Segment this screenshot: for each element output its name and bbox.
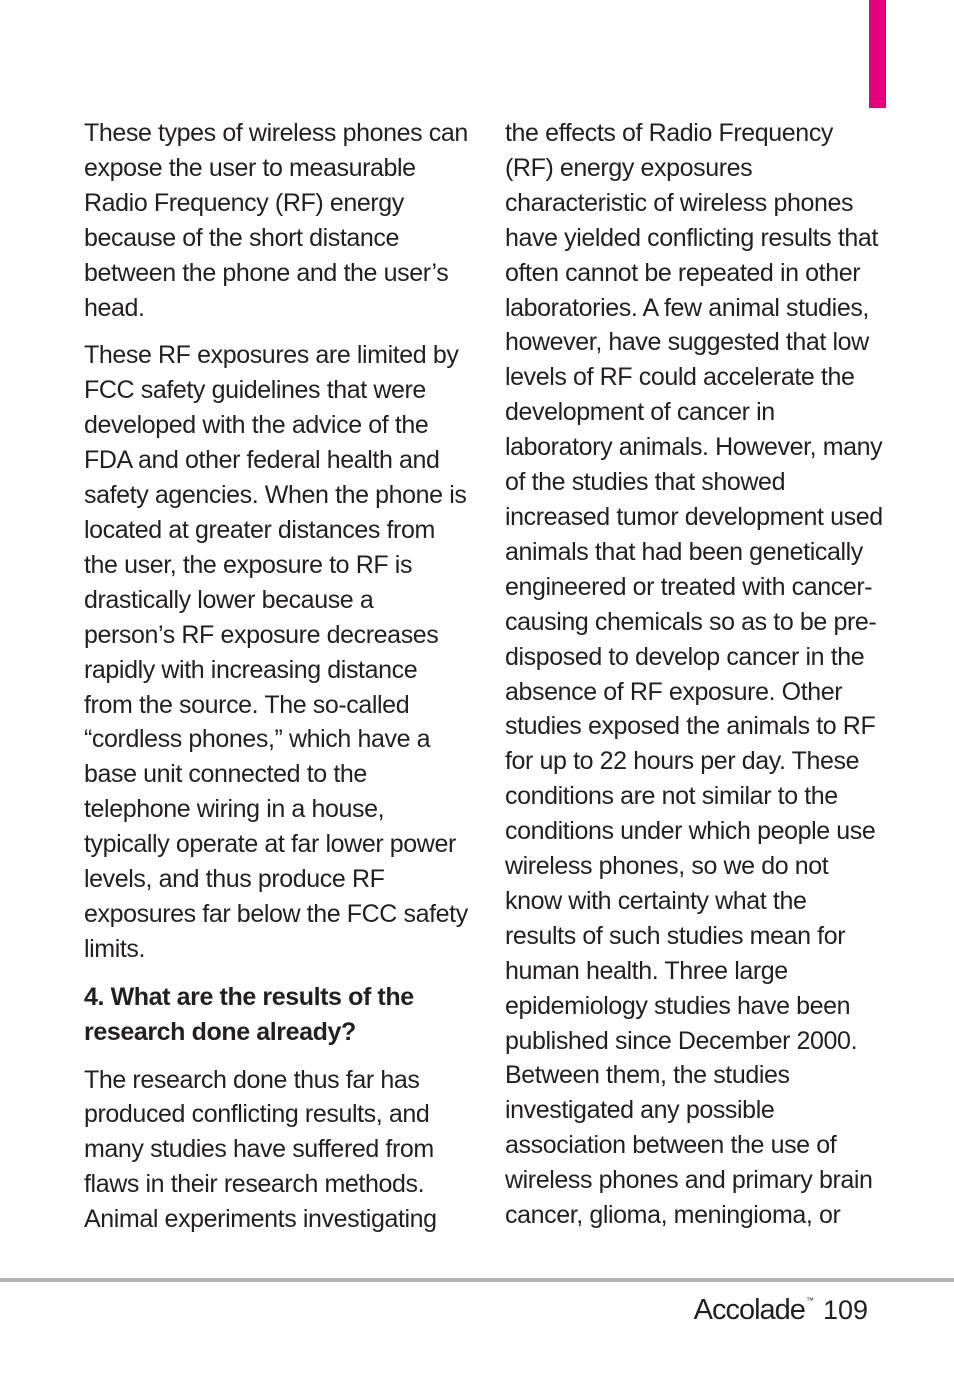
text-line: causing chemicals so as to be pre- (505, 607, 877, 636)
text-line: safety agencies. When the phone is (84, 481, 467, 510)
text-line: results of such studies mean for (505, 921, 846, 950)
text-line: telephone wiring in a house, (84, 795, 385, 824)
text-line: association between the use of (505, 1131, 837, 1160)
text-line: many studies have suffered from (84, 1135, 434, 1164)
text-line: located at greater distances from (84, 515, 435, 544)
text-line: These types of wireless phones can (84, 119, 468, 147)
text-line: published since December 2000. (505, 1026, 858, 1055)
text-line: studies exposed the animals to RF (505, 712, 876, 741)
paragraph-fcc-guidelines (84, 338, 468, 966)
text-line: disposed to develop cancer in the (505, 642, 865, 671)
text-line: The research done thus far has (84, 1065, 420, 1094)
text-line: research done already? (84, 1017, 356, 1046)
text-line: human health. Three large (505, 956, 788, 985)
paragraph-rf-exposure-distance (84, 116, 468, 325)
text-line: for up to 22 hours per day. These (505, 747, 860, 776)
text-line: expose the user to measurable (84, 153, 416, 182)
text-line: often cannot be repeated in other (505, 258, 861, 287)
brand-name: Accolade (693, 1293, 805, 1326)
text-line: wireless phones and primary brain (505, 1166, 873, 1195)
text-line: laboratories. A few animal studies, (505, 293, 869, 322)
text-line: from the source. The so-called (84, 690, 410, 719)
page-footer (694, 1290, 868, 1330)
text-line: between the phone and the user’s (84, 258, 449, 287)
text-line: base unit connected to the (84, 760, 367, 789)
text-line: investigated any possible (505, 1096, 775, 1125)
text-line: the effects of Radio Frequency (505, 119, 834, 147)
text-line: epidemiology studies have been (505, 991, 851, 1020)
text-line: levels, and thus produce RF (84, 865, 385, 894)
right-column (505, 116, 883, 1246)
text-line: rapidly with increasing distance (84, 655, 418, 684)
text-line: These RF exposures are limited by (84, 341, 459, 370)
paragraph-animal-studies (505, 116, 883, 1233)
text-line: Radio Frequency (RF) energy (84, 188, 404, 217)
text-line: because of the short distance (84, 223, 399, 252)
text-line: developed with the advice of the (84, 411, 429, 440)
page-number: 109 (822, 1294, 868, 1325)
text-line: of the studies that showed (505, 468, 786, 497)
text-line: know with certainty what the (505, 886, 807, 915)
text-line: cancer, glioma, meningioma, or (505, 1201, 841, 1230)
text-line: absence of RF exposure. Other (505, 677, 843, 706)
text-line: the user, the exposure to RF is (84, 550, 413, 579)
text-line: laboratory animals. However, many (505, 433, 883, 462)
text-line: however, have suggested that low (505, 328, 869, 357)
section-tab-marker (869, 0, 886, 108)
text-line: increased tumor development used (505, 502, 883, 531)
text-line: conditions are not similar to the (505, 782, 838, 811)
text-line: typically operate at far lower power (84, 830, 456, 859)
text-line: development of cancer in (505, 398, 775, 427)
text-line: (RF) energy exposures (505, 153, 753, 182)
text-line: conditions under which people use (505, 817, 876, 846)
text-line: wireless phones, so we do not (505, 852, 829, 881)
text-line: exposures far below the FCC safety (84, 899, 468, 928)
left-column (84, 116, 468, 1250)
text-line: engineered or treated with cancer- (505, 572, 873, 601)
paragraph-research-results (84, 1063, 452, 1238)
text-line: characteristic of wireless phones (505, 188, 854, 217)
text-line: have yielded conflicting results that (505, 223, 878, 252)
text-line: person’s RF exposure decreases (84, 620, 439, 649)
text-line: Animal experiments investigating (84, 1205, 437, 1234)
text-line: “cordless phones,” which have a (84, 725, 431, 754)
text-line: flaws in their research methods. (84, 1170, 425, 1199)
text-line: produced conflicting results, and (84, 1100, 430, 1129)
brand-trademark: ™ (805, 1295, 814, 1305)
text-line: Between them, the studies (505, 1061, 790, 1090)
question-heading (84, 980, 452, 1050)
text-line: levels of RF could accelerate the (505, 363, 855, 392)
text-line: 4. What are the results of the (84, 982, 414, 1011)
text-line: FDA and other federal health and (84, 446, 440, 475)
text-line: head. (84, 293, 145, 322)
text-line: animals that had been genetically (505, 537, 863, 566)
text-line: drastically lower because a (84, 585, 374, 614)
brand-logo (693, 1293, 814, 1327)
footer-divider (0, 1278, 954, 1282)
text-line: limits. (84, 934, 146, 963)
text-line: FCC safety guidelines that were (84, 376, 426, 405)
